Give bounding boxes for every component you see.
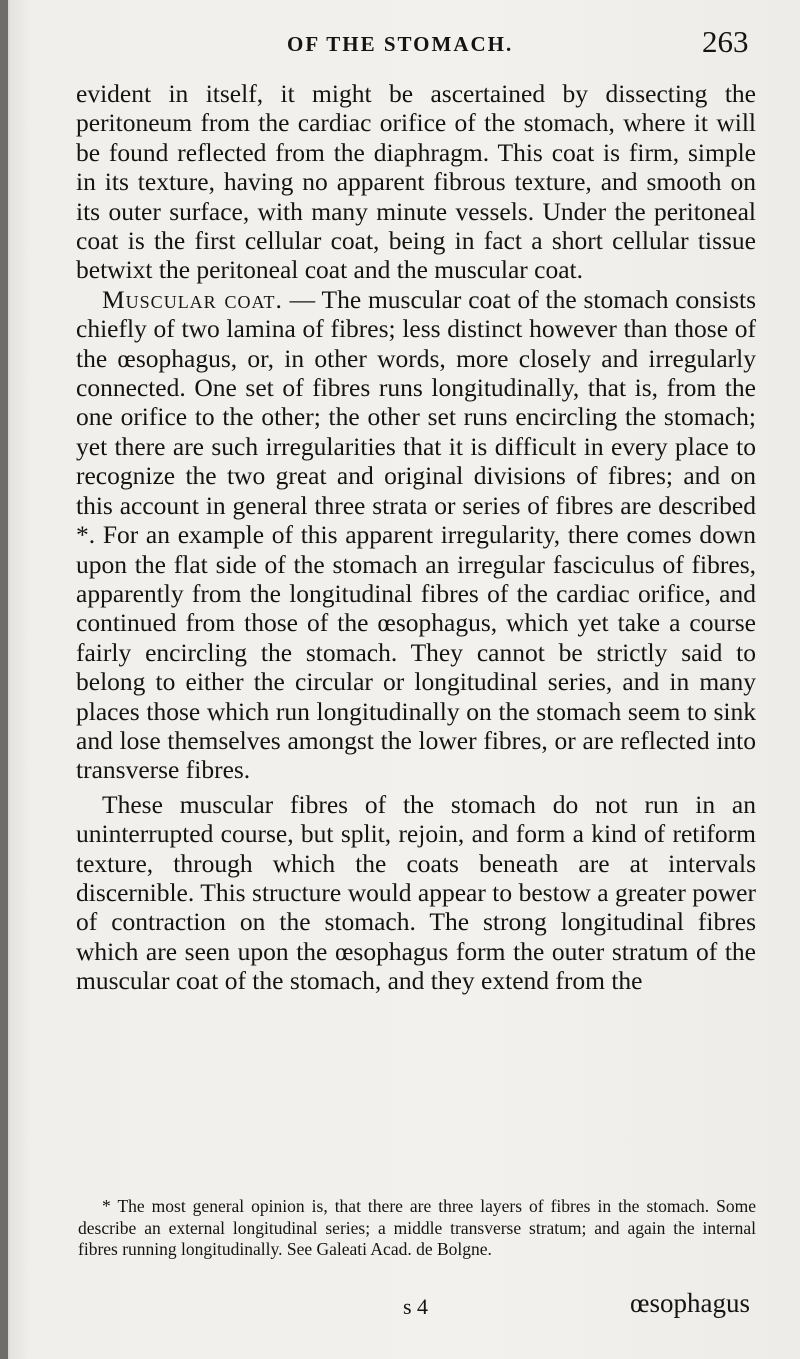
footnote (78, 1196, 756, 1261)
page-foot (0, 1288, 800, 1328)
paragraph-muscular-coat (76, 285, 756, 785)
section-heading-muscular-coat: Muscular coat. (102, 284, 283, 314)
signature-mark: s 4 (403, 1294, 429, 1319)
footnote-marker: * (102, 1196, 111, 1216)
body-text (76, 79, 756, 996)
paragraph-intro: evident in itself, it might be ascertained by dissecting the peritoneum from the cardiac orifice of the stomach, where it will be found reflected from the diaphragm. This coat is firm, simple in its texture, having no apparent fibrous texture, and smooth on its outer surface, with many minute vessels. Under the peritoneal coat is the first cellular coat, being in fact a short cellular tissue betwixt the peritoneal coat and the muscular coat. (76, 79, 756, 285)
catchword: œsophagus (630, 1288, 750, 1318)
spine-shadow (0, 0, 8, 1359)
footnote-text: The most general opinion is, that there are three layers of fibres in the stomach. Some describe an external longitudinal series; a middle transverse stratum; and again the internal fibres running longitudinally. See Galeati Acad. de Bolgne. (78, 1196, 756, 1260)
page-number: 263 (702, 24, 749, 59)
muscular-coat-text: — The muscular coat of the stomach consists chiefly of two lamina of fibres; less distinct however than those of the œsophagus, or, in other words, more closely and irregularly connected. One set of fibres runs longitudinally, that is, from the one orifice to the other; the other set runs encircling the stomach; yet there are such irregularities that it is difficult in every place to recognize the two great and original divisions of fibres; and on this account in general three strata or series of fibres are described *. For an example of this apparent irregularity, there comes down upon the flat side of the stomach an irregular fasciculus of fibres, apparently from the longitudinal fibres of the cardiac orifice, and continued from those of the œsophagus, which yet take a course fairly encircling the stomach. They cannot be strictly said to belong to either the circular or longitudinal series, and in many places those which run longitudinally on the stomach seem to sink and lose themselves amongst the lower fibres, or are reflected into transverse fibres. (76, 284, 756, 785)
running-head (0, 22, 800, 62)
paragraph-fibres: These muscular fibres of the stomach do not run in an uninterrupted course, but split, rejoin, and form a kind of retiform texture, through which the coats beneath are at intervals discernible. This structure would appear to bestow a greater power of contraction on the stomach. The strong longitudinal fibres which are seen upon the œsophagus form the outer stratum of the muscular coat of the stomach, and they extend from the (76, 789, 756, 996)
running-title: OF THE STOMACH. (287, 32, 514, 56)
